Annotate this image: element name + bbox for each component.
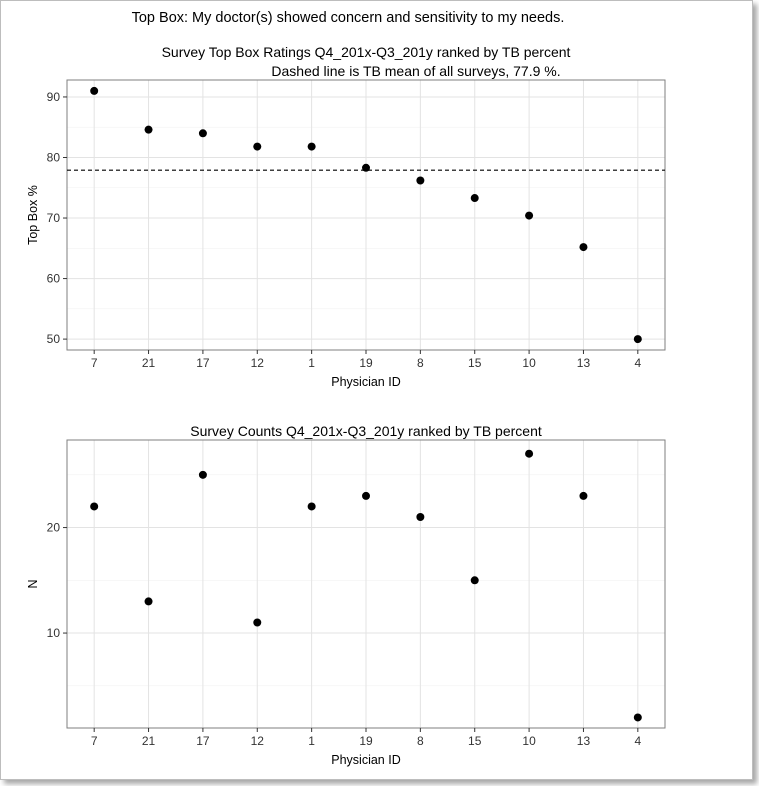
data-point bbox=[634, 713, 642, 721]
data-point bbox=[253, 619, 261, 627]
chart-title: Survey Top Box Ratings Q4_201x-Q3_201y ranked by TB percent bbox=[161, 44, 571, 60]
top-box-panel bbox=[26, 44, 665, 389]
data-point bbox=[362, 492, 370, 500]
x-tick-label: 8 bbox=[417, 356, 424, 370]
data-point bbox=[416, 176, 424, 184]
page-title: Top Box: My doctor(s) showed concern and sensitivity to my needs. bbox=[131, 10, 565, 26]
x-tick-label: 4 bbox=[634, 356, 642, 370]
y-tick-label: 90 bbox=[46, 89, 60, 104]
data-point bbox=[253, 143, 261, 151]
x-tick-label: 1 bbox=[308, 356, 315, 370]
data-point bbox=[199, 471, 207, 479]
y-tick-label: 70 bbox=[46, 211, 60, 226]
data-point bbox=[579, 492, 587, 500]
data-point bbox=[90, 502, 98, 510]
data-point bbox=[525, 450, 533, 458]
data-point bbox=[579, 243, 587, 251]
data-point bbox=[199, 129, 207, 137]
x-tick-label: 13 bbox=[576, 356, 591, 370]
x-tick-label: 15 bbox=[468, 356, 482, 370]
data-point bbox=[525, 212, 533, 220]
data-point bbox=[471, 576, 479, 584]
x-axis-title: Physician ID bbox=[331, 375, 401, 389]
data-point bbox=[145, 126, 153, 134]
chart-subtitle: Dashed line is TB mean of all surveys, 77.9 %. bbox=[271, 63, 561, 79]
x-tick-label: 8 bbox=[417, 734, 424, 748]
x-tick-label: 4 bbox=[634, 734, 642, 748]
x-tick-label: 17 bbox=[196, 356, 210, 370]
y-tick-label: 50 bbox=[46, 332, 60, 347]
x-tick-label: 1 bbox=[308, 734, 315, 748]
data-point bbox=[416, 513, 424, 521]
data-point bbox=[362, 164, 370, 172]
x-axis-title: Physician ID bbox=[331, 753, 401, 767]
survey-count-panel bbox=[26, 423, 665, 767]
x-tick-label: 12 bbox=[250, 734, 264, 748]
data-point bbox=[145, 597, 153, 605]
data-point bbox=[471, 194, 479, 202]
x-tick-label: 21 bbox=[141, 734, 156, 748]
y-tick-label: 10 bbox=[46, 626, 60, 641]
y-tick-label: 80 bbox=[46, 150, 60, 165]
y-tick-label: 60 bbox=[46, 271, 60, 286]
x-tick-label: 21 bbox=[141, 356, 156, 370]
data-point bbox=[90, 87, 98, 95]
x-tick-label: 13 bbox=[576, 734, 591, 748]
chart-title: Survey Counts Q4_201x-Q3_201y ranked by TB percent bbox=[190, 423, 542, 439]
y-axis-title: N bbox=[26, 579, 40, 589]
x-tick-label: 10 bbox=[522, 356, 536, 370]
x-tick-label: 15 bbox=[468, 734, 482, 748]
x-tick-label: 19 bbox=[359, 356, 373, 370]
x-tick-label: 7 bbox=[90, 734, 98, 748]
y-axis-title: Top Box % bbox=[26, 185, 40, 245]
x-tick-label: 7 bbox=[90, 356, 98, 370]
x-tick-label: 19 bbox=[359, 734, 373, 748]
data-point bbox=[308, 502, 316, 510]
x-tick-label: 17 bbox=[196, 734, 210, 748]
data-point bbox=[308, 143, 316, 151]
y-tick-label: 20 bbox=[46, 520, 60, 535]
data-point bbox=[634, 335, 642, 343]
x-tick-label: 12 bbox=[250, 356, 264, 370]
x-tick-label: 10 bbox=[522, 734, 536, 748]
